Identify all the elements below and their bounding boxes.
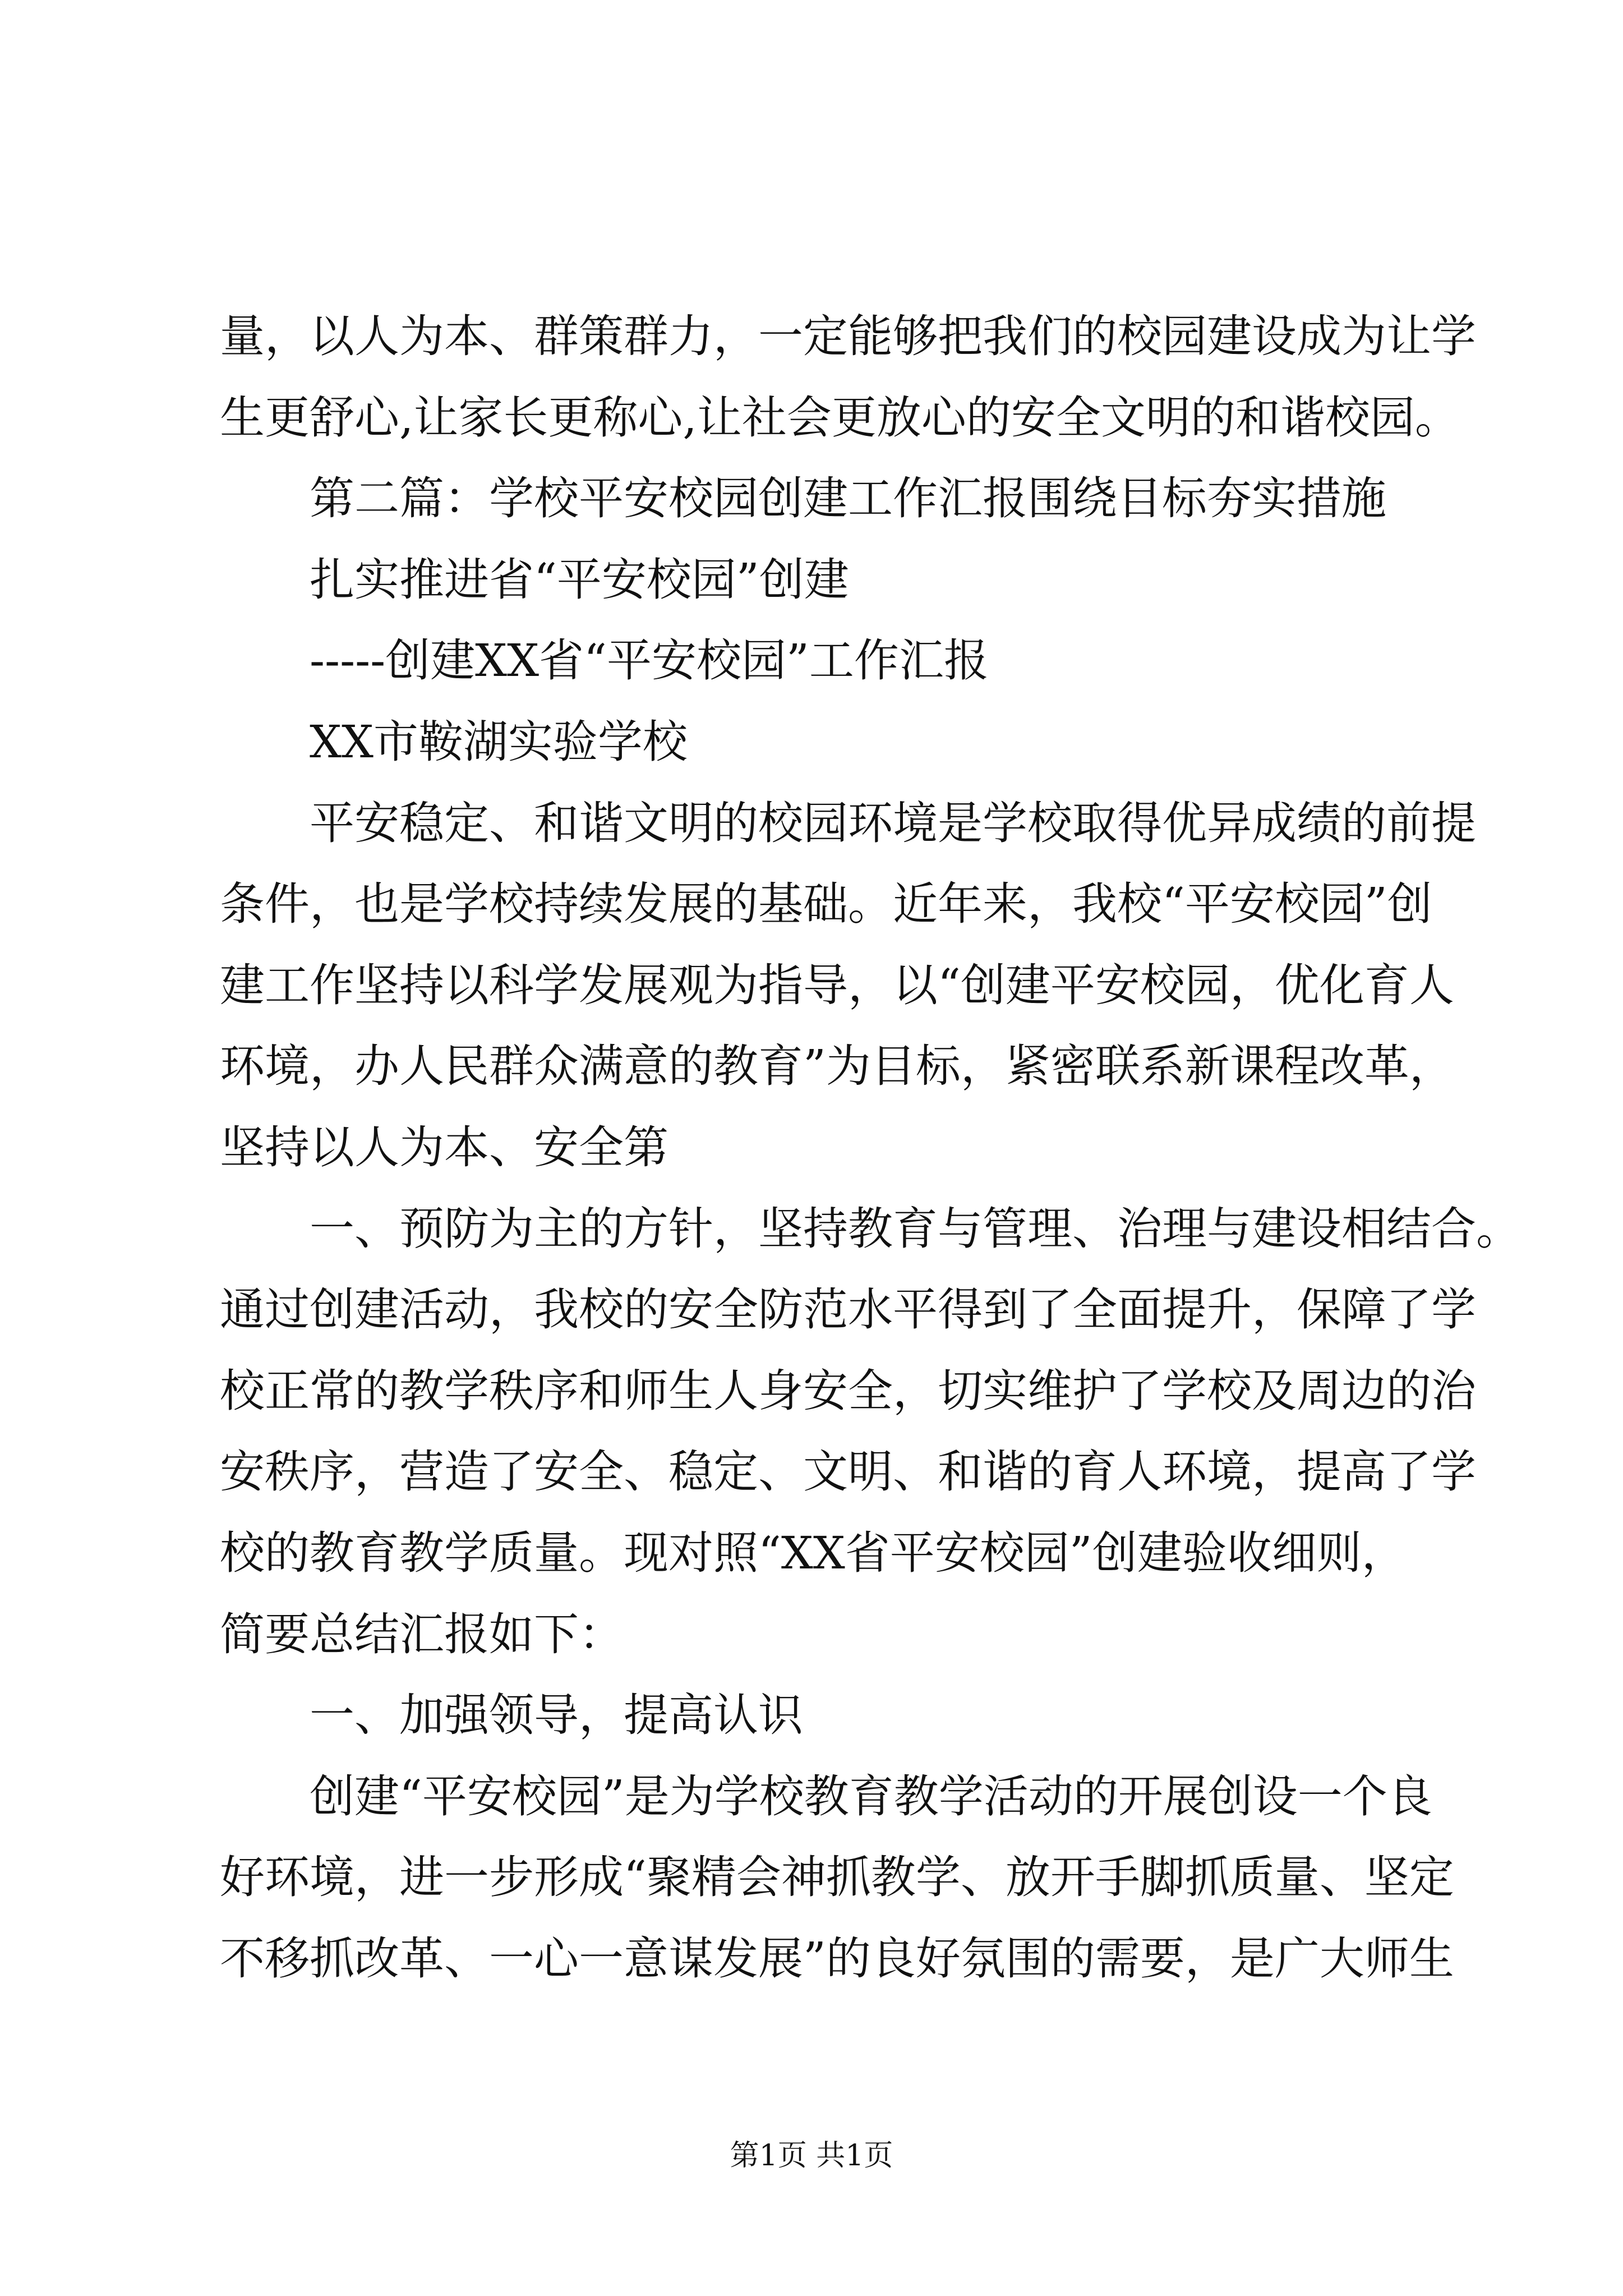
body-text [220,296,1521,1999]
section-title: 第二篇：学校平安校园创建工作汇报围绕目标夯实措施 [310,472,1386,525]
text-line: 通过创建活动，我校的安全防范水平得到了全面提升，保障了学 [220,1283,1476,1336]
text-line: 安秩序，营造了安全、稳定、文明、和谐的育人环境，提高了学 [220,1446,1476,1498]
text-line: 一、预防为主的方针，坚持教育与管理、治理与建设相结合。 [310,1202,1521,1255]
text-line: 量，以人为本、群策群力，一定能够把我们的校园建设成为让学 [220,310,1476,362]
text-line: 校的教育教学质量。现对照“XX省平安校园”创建验收细则， [220,1526,1407,1579]
text-line: 环境，办人民群众满意的教育”为目标，紧密联系新课程改革， [220,1040,1454,1093]
text-line: 坚持以人为本、安全第 [220,1121,668,1174]
text-line: 生更舒心,让家长更称心,让社会更放心的安全文明的和谐校园。 [220,391,1460,444]
subtitle-line: -----创建XX省“平安校园”工作汇报 [310,634,989,687]
section-heading: 一、加强领导，提高认识 [310,1689,803,1742]
text-line: 校正常的教学秩序和师生人身安全，切实维护了学校及周边的治 [220,1364,1476,1417]
text-line: 不移抓改革、一心一意谋发展”的良好氛围的需要，是广大师生 [220,1932,1454,1985]
author-line: XX市鞍湖实验学校 [310,715,688,768]
page-footer [0,2132,1623,2174]
text-line: 建工作坚持以科学发展观为指导，以“创建平安校园，优化育人 [220,959,1454,1011]
text-line: 平安稳定、和谐文明的校园环境是学校取得优异成绩的前提 [310,797,1476,849]
text-line: 条件，也是学校持续发展的基础。近年来，我校“平安校园”创 [220,878,1432,931]
page-number: 第1页 共1页 [730,2139,893,2173]
heading-line: 扎实推进省“平安校园”创建 [310,553,849,606]
text-line: 简要总结汇报如下： [220,1608,624,1660]
text-line: 好环境，进一步形成“聚精会神抓教学、放开手脚抓质量、坚定 [220,1851,1454,1904]
text-line: 创建“平安校园”是为学校教育教学活动的开展创设一个良 [310,1770,1432,1823]
